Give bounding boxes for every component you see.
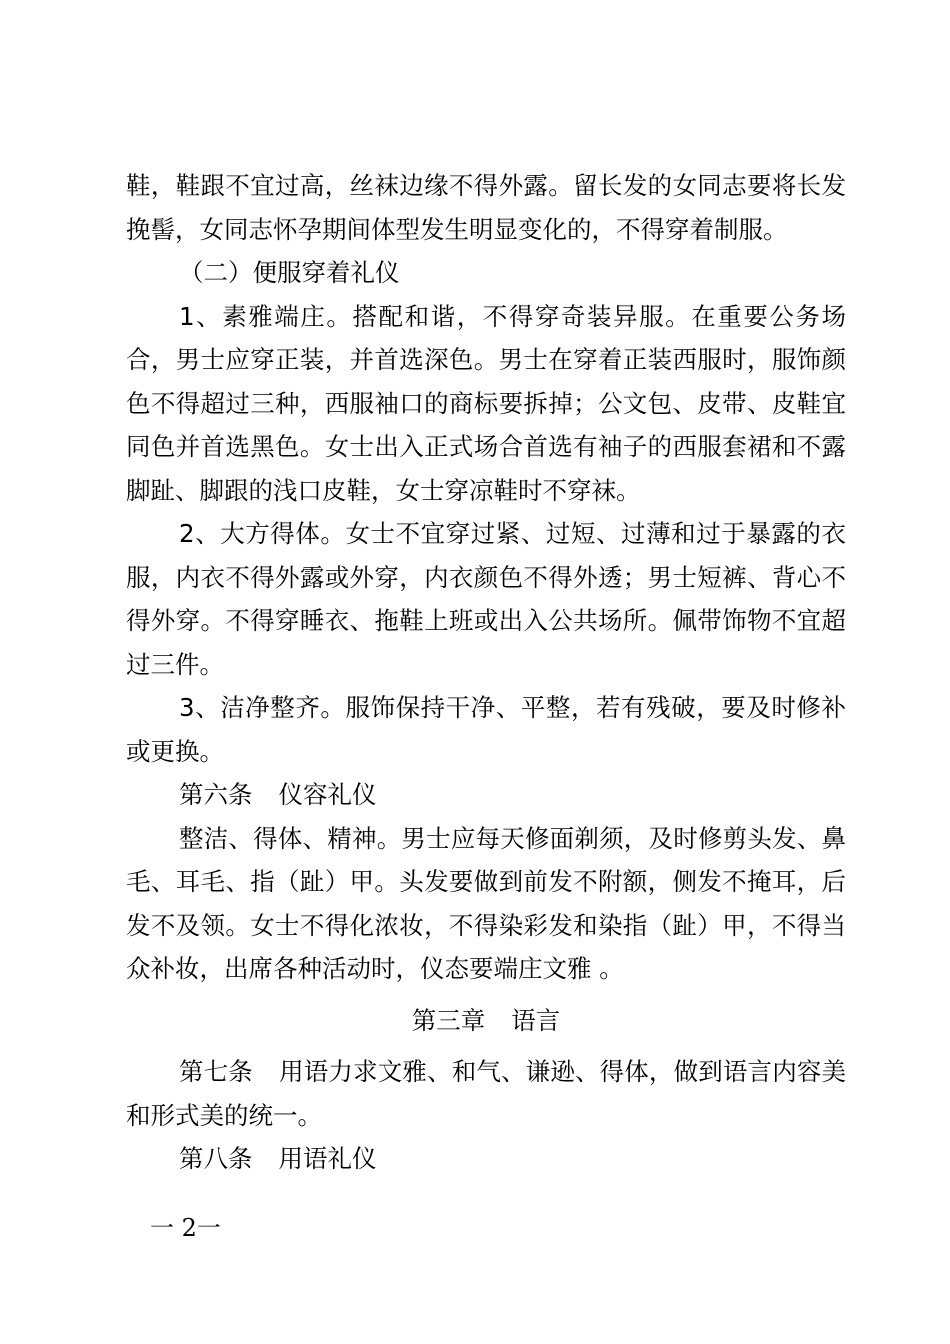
chapter-3-heading xyxy=(126,991,846,1051)
article-6-heading xyxy=(126,773,846,817)
chapter-3-label: 第三章 xyxy=(411,1005,486,1035)
article-6-label: 第六条 xyxy=(179,780,253,809)
page-number: 一 2一 xyxy=(150,1214,221,1242)
chapter-3-title: 语言 xyxy=(511,1005,561,1035)
article-7 xyxy=(126,1050,846,1137)
paragraph-item-1: 1、素雅端庄。搭配和谐，不得穿奇装异服。在重要公务场合，男士应穿正装，并首选深色。男士在穿着正装西服时，服饰颜色不得超过三种，西服袖口的商标要拆掉；公文包、皮带、皮鞋宜同色并首选黑色。女士出入正式场合首选有袖子的西服套裙和不露脚趾、脚跟的浅口皮鞋，女士穿凉鞋时不穿袜。 xyxy=(126,301,846,505)
article-6-title: 仪容礼仪 xyxy=(278,780,377,809)
article-8-label: 第八条 xyxy=(179,1144,253,1173)
article-8-heading xyxy=(126,1137,846,1181)
article-8-title: 用语礼仪 xyxy=(278,1144,377,1173)
section-heading-casual-wear: （二）便服穿着礼仪 xyxy=(179,258,400,287)
article-7-label: 第七条 xyxy=(179,1057,253,1086)
article-7-body: 用语力求文雅、和气、谦逊、得体，做到语言内容美和形式美的统一。 xyxy=(126,1057,847,1130)
paragraph-item-3: 3、洁净整齐。服饰保持干净、平整，若有残破，要及时修补或更换。 xyxy=(126,693,846,766)
paragraph-uniform-shoes: 鞋，鞋跟不宜过高，丝袜边缘不得外露。留长发的女同志要将长发挽髻，女同志怀孕期间体型发生明显变化的，不得穿着制服。 xyxy=(126,171,846,244)
paragraph-item-2: 2、大方得体。女士不宜穿过紧、过短、过薄和过于暴露的衣服，内衣不得外露或外穿，内衣颜色不得外透；男士短裤、背心不得外穿。不得穿睡衣、拖鞋上班或出入公共场所。佩带饰物不宜超过三件。 xyxy=(126,519,846,679)
article-6-body: 整洁、得体、精神。男士应每天修面剃须，及时修剪头发、鼻毛、耳毛、指（趾）甲。头发要做到前发不附额，侧发不掩耳，后发不及领。女士不得化浓妆，不得染彩发和染指（趾）甲，不得当众补妆，出席各种活动时，仪态要端庄文雅 。 xyxy=(126,823,846,983)
document-body xyxy=(126,164,846,1181)
